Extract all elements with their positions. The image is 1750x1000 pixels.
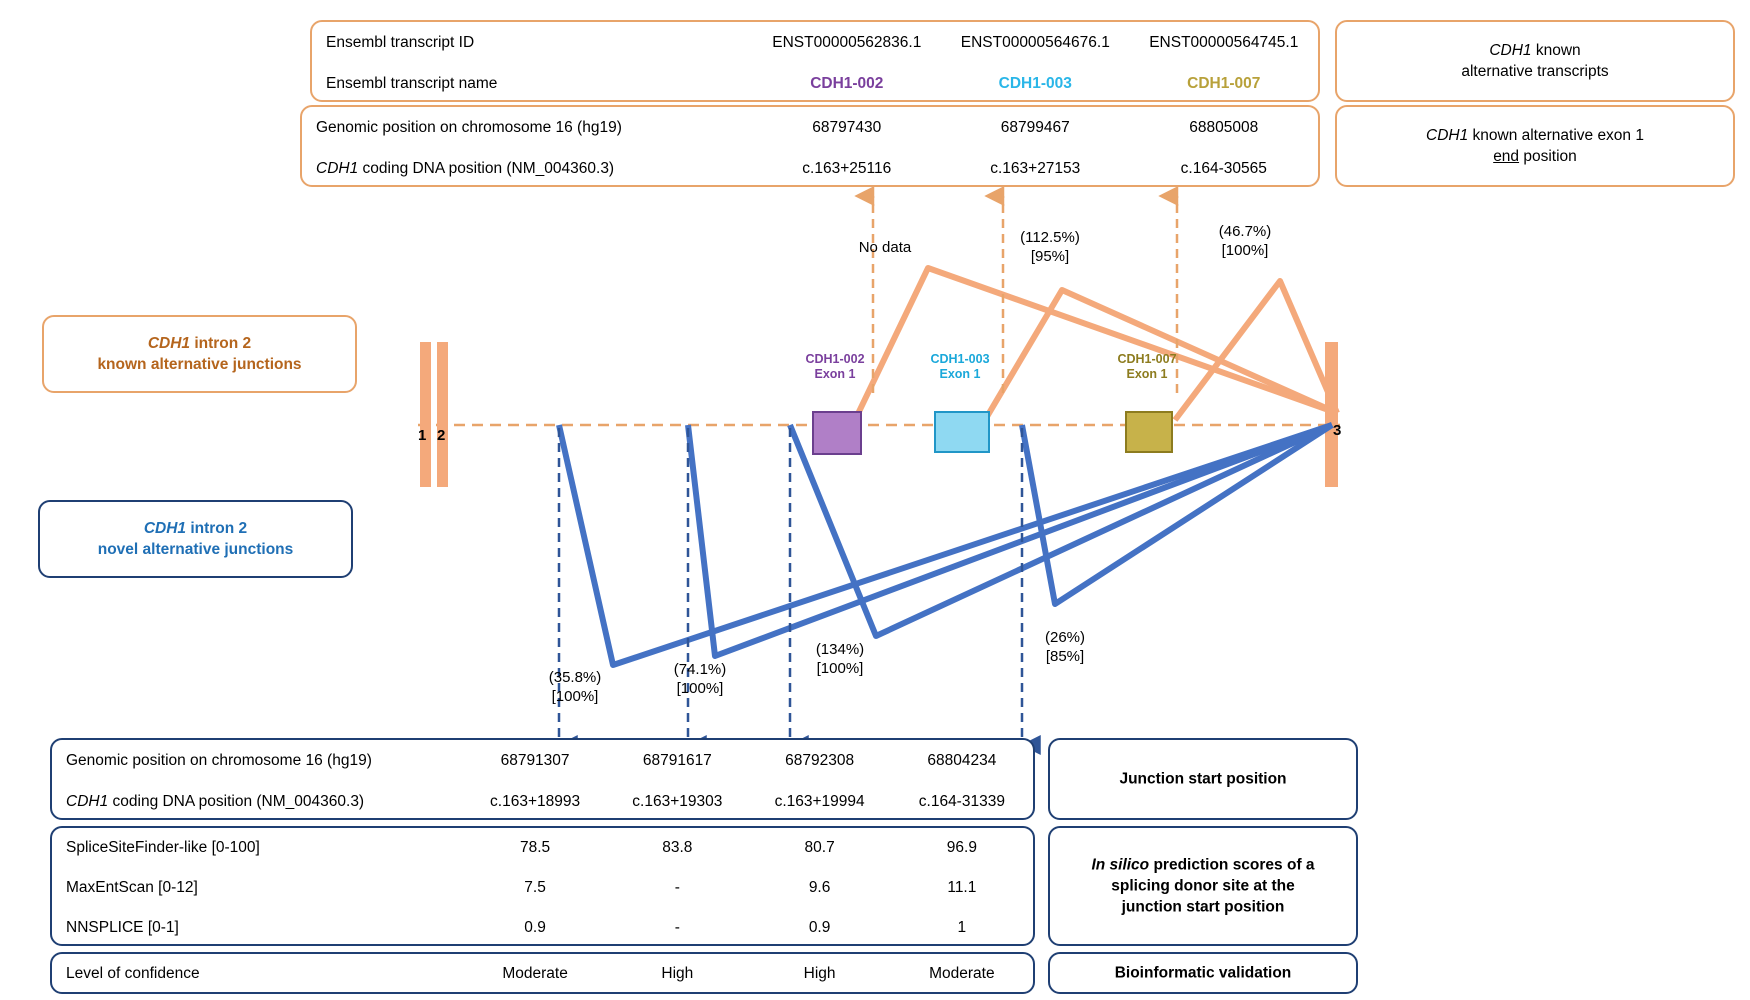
row-label: MaxEntScan [0-12]: [66, 879, 198, 896]
table-cell: c.163+18993: [490, 792, 581, 810]
gene-name: CDH1: [1426, 127, 1469, 144]
legend-known-transcripts: [1335, 20, 1735, 102]
annotation-line1: (134%): [815, 641, 865, 658]
annotation-line2: [95%]: [1030, 248, 1070, 265]
known-transcripts-table: [310, 20, 1320, 102]
annotation-line2: [100%]: [1221, 242, 1269, 259]
annotation-line1: (112.5%): [1020, 229, 1080, 246]
novel-junction-lines: [559, 425, 1332, 665]
row-label: Ensembl transcript ID: [326, 33, 475, 51]
novel-junction-annotation-4: [1000, 628, 1130, 666]
annotation-line1: (46.7%): [1218, 223, 1272, 240]
in-silico-scores-table: [50, 826, 1035, 946]
table-cell: 68791617: [642, 751, 712, 769]
legend-line1: known alternative exon 1: [1468, 127, 1644, 144]
table-cell: 68792308: [785, 751, 855, 769]
row-label: SpliceSiteFinder-like [0-100]: [66, 839, 260, 856]
row-label: [52, 793, 464, 811]
legend-intron2-novel-junctions: [38, 500, 353, 578]
legend-line2-rest: position: [1519, 148, 1577, 165]
table-row: [302, 107, 1318, 148]
annotation-line2: [100%]: [676, 680, 724, 697]
table-row: [302, 148, 1318, 189]
table-cell: 68797430: [812, 118, 882, 136]
table-cell: ENST00000564745.1: [1149, 33, 1299, 51]
novel-junction-annotation-3: [775, 640, 905, 678]
table-cell: CDH1-002: [810, 74, 884, 92]
legend-text: [40, 518, 351, 560]
table-row: [52, 781, 1033, 822]
exon-block-label-cdh1-007: [1082, 352, 1212, 382]
table-cell: 1: [957, 919, 967, 936]
table-cell: c.163+19303: [632, 792, 723, 810]
table-cell: CDH1-003: [998, 74, 1072, 92]
table-cell: 0.9: [524, 919, 546, 936]
table-cell: High: [803, 965, 836, 982]
table-cell: 0.9: [808, 919, 831, 936]
exon-sub: Exon 1: [939, 367, 981, 381]
legend-line1: known: [1531, 42, 1581, 59]
gene-name: CDH1: [316, 159, 359, 177]
table-cell: 68805008: [1189, 118, 1259, 136]
table-cell: 68791307: [500, 751, 570, 769]
row-label: Level of confidence: [66, 965, 200, 982]
table-cell: c.163+27153: [990, 159, 1081, 177]
exon-block-label-cdh1-002: [770, 352, 900, 382]
exon-number-2: 2: [437, 427, 446, 444]
legend-text: Junction start position: [1119, 770, 1287, 788]
row-label: [302, 160, 753, 178]
table-cell: c.164-30565: [1180, 159, 1267, 177]
annotation-line2: [100%]: [816, 660, 864, 677]
table-row: [52, 954, 1033, 994]
legend-line1-italic: In silico: [1091, 856, 1150, 874]
table-cell: 11.1: [947, 879, 977, 896]
gene-name: CDH1: [147, 335, 191, 352]
row-label: Ensembl transcript name: [326, 74, 498, 92]
legend-text: [44, 333, 355, 375]
table-row: [52, 868, 1033, 908]
legend-line2-underline: end: [1493, 148, 1520, 165]
gene-name: CDH1: [143, 520, 187, 537]
exon-number-3: 3: [1333, 422, 1342, 439]
known-junction-lines: [855, 268, 1337, 420]
table-cell: Moderate: [502, 965, 568, 982]
junction-start-positions-table: [50, 738, 1035, 820]
table-cell: ENST00000564676.1: [960, 33, 1110, 51]
gene-name: CDH1: [1489, 42, 1532, 59]
table-cell: -: [674, 879, 680, 896]
table-row: [312, 22, 1318, 63]
table-cell: High: [661, 965, 694, 982]
exon-name: CDH1-002: [805, 352, 865, 366]
annotation-line1: (26%): [1044, 629, 1085, 646]
exon-name: CDH1-003: [930, 352, 990, 366]
exon-name: CDH1-007: [1117, 352, 1177, 366]
table-cell: ENST00000562836.1: [772, 33, 922, 51]
known-junction-annotation-1: [820, 238, 950, 257]
table-cell: 78.5: [519, 839, 551, 856]
legend-bioinformatic-validation: [1048, 952, 1358, 994]
table-cell: 96.9: [946, 839, 977, 856]
annotation-line1: (74.1%): [673, 661, 727, 678]
row-label-rest: coding DNA position (NM_004360.3): [358, 159, 615, 177]
legend-text: [1337, 40, 1733, 82]
legend-intron2-known-junctions: [42, 315, 357, 393]
table-cell: -: [674, 919, 680, 936]
table-cell: 7.5: [524, 879, 546, 896]
legend-line2: novel alternative junctions: [97, 541, 294, 558]
table-cell: 68804234: [927, 751, 997, 769]
table-row: [52, 828, 1033, 868]
table-row: [52, 908, 1033, 948]
table-cell: 9.6: [808, 879, 831, 896]
legend-line1: intron 2: [190, 335, 252, 352]
exon-block-label-cdh1-003: [895, 352, 1025, 382]
legend-line1-rest: prediction scores of a: [1149, 856, 1315, 874]
table-cell: 80.7: [804, 839, 835, 856]
exon-sub: Exon 1: [1126, 367, 1168, 381]
legend-known-exon1-end: [1335, 105, 1735, 187]
known-junction-annotation-3: [1180, 222, 1310, 260]
legend-text: [1050, 855, 1356, 918]
known-junction-annotation-2: [985, 228, 1115, 266]
legend-line2: splicing donor site at the: [1111, 877, 1295, 895]
legend-junction-start-position: [1048, 738, 1358, 820]
novel-junction-annotation-2: [635, 660, 765, 698]
exon-block-cdh1-007: [1125, 411, 1173, 453]
level-of-confidence-table: [50, 952, 1035, 994]
legend-line2: alternative transcripts: [1461, 63, 1609, 80]
annotation-line2: [100%]: [551, 688, 599, 705]
legend-in-silico-scores: [1048, 826, 1358, 946]
annotation-line2: [85%]: [1045, 648, 1085, 665]
legend-line1: intron 2: [186, 520, 248, 537]
table-row: [52, 740, 1033, 781]
exon-block-cdh1-003: [934, 411, 990, 453]
table-cell: c.163+19994: [774, 792, 865, 810]
novel-junction-annotation-1: [510, 668, 640, 706]
exon-number-1: 1: [418, 427, 427, 444]
annotation-line1: (35.8%): [548, 669, 602, 686]
legend-text: Bioinformatic validation: [1114, 964, 1292, 982]
legend-line2: known alternative junctions: [97, 356, 302, 373]
table-cell: CDH1-007: [1187, 74, 1261, 92]
exon-sub: Exon 1: [814, 367, 856, 381]
legend-line3: junction start position: [1121, 898, 1285, 916]
table-cell: 83.8: [662, 839, 693, 856]
table-cell: Moderate: [929, 965, 995, 982]
row-label: Genomic position on chromosome 16 (hg19): [66, 751, 372, 769]
table-cell: c.164-31339: [918, 792, 1005, 810]
annotation-line1: No data: [858, 239, 912, 256]
row-label: Genomic position on chromosome 16 (hg19): [316, 118, 622, 136]
known-exon-end-positions-table: [300, 105, 1320, 187]
legend-text: [1337, 125, 1733, 167]
row-label: NNSPLICE [0-1]: [66, 919, 179, 936]
gene-name: CDH1: [66, 792, 109, 810]
table-cell: 68799467: [1000, 118, 1070, 136]
table-cell: c.163+25116: [802, 159, 892, 177]
exon-block-cdh1-002: [812, 411, 862, 455]
table-row: [312, 63, 1318, 104]
row-label-rest: coding DNA position (NM_004360.3): [108, 792, 365, 810]
